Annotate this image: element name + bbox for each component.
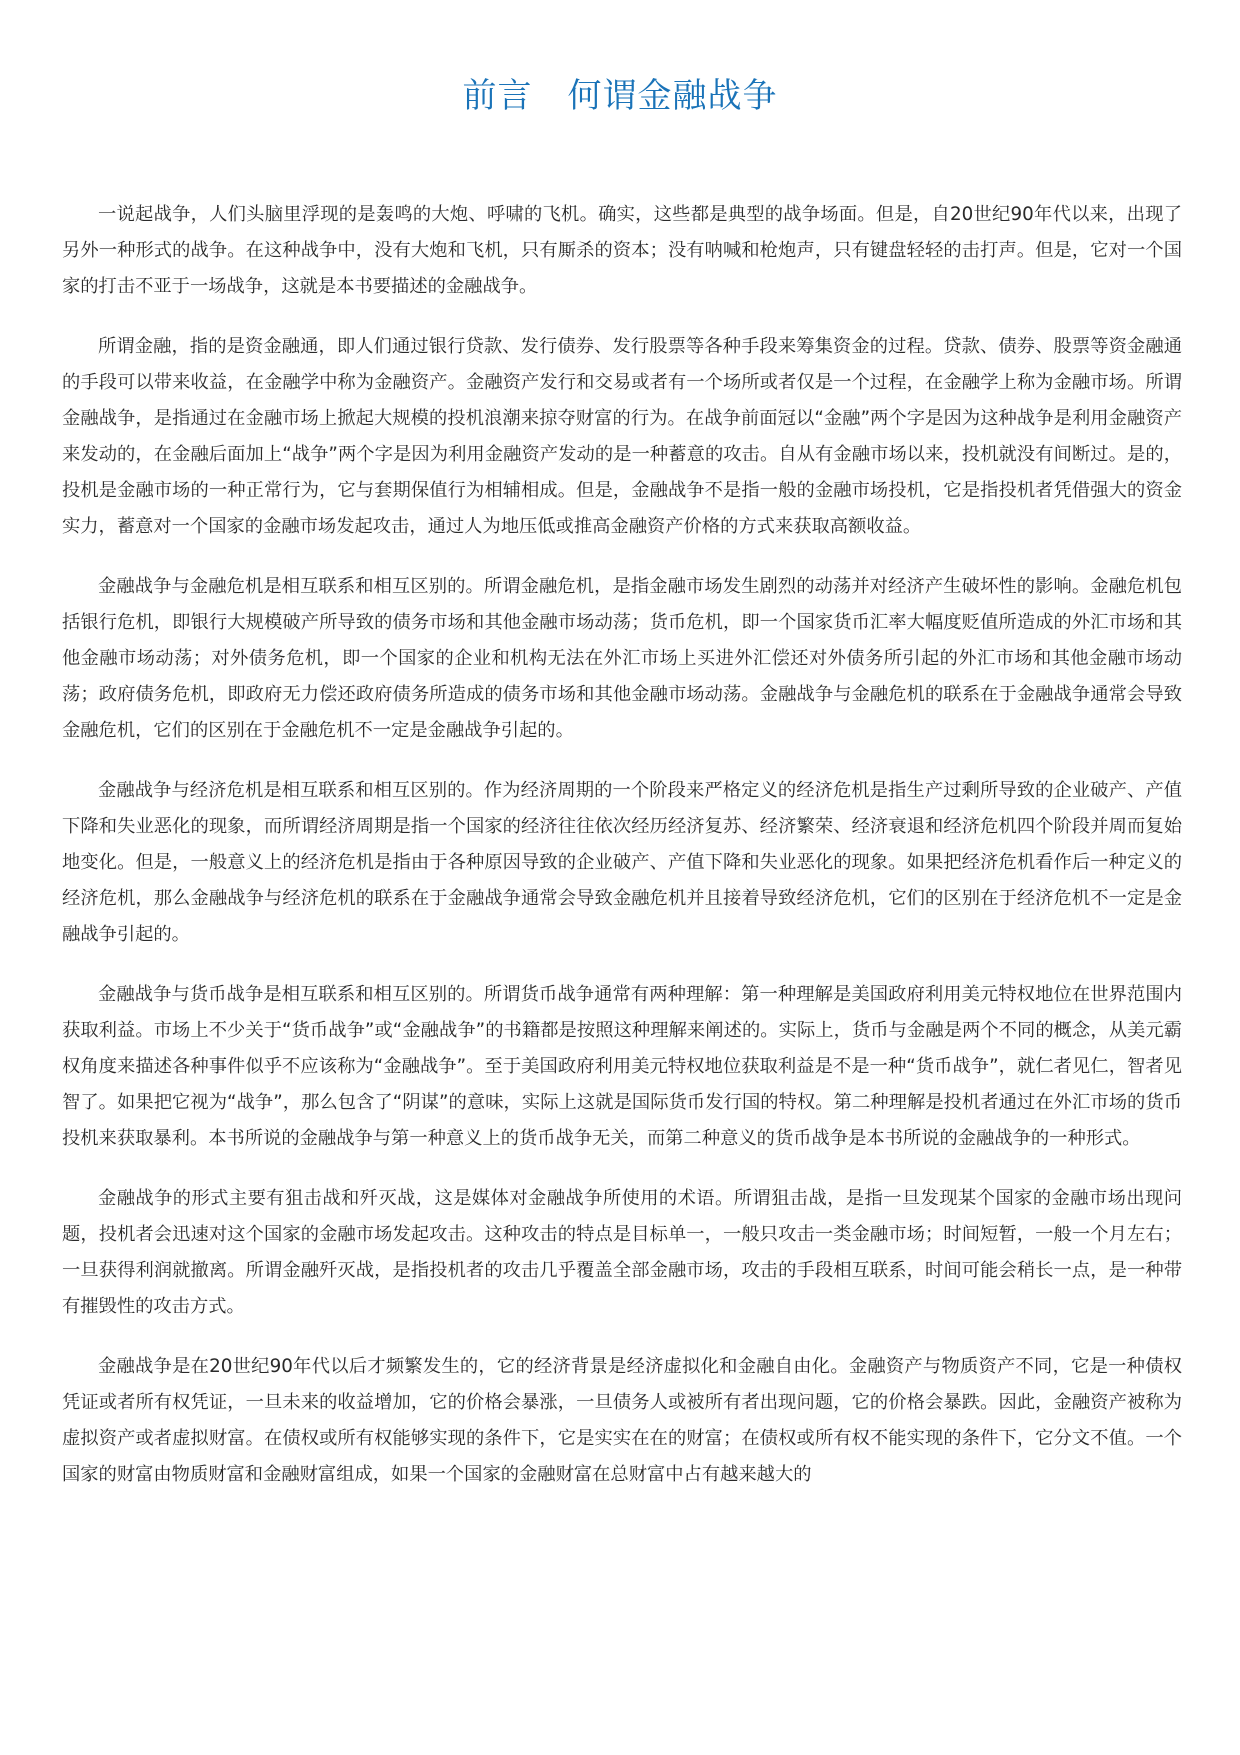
paragraph-1: 一说起战争，人们头脑里浮现的是轰鸣的大炮、呼啸的飞机。确实，这些都是典型的战争场面。但是，自20世纪90年代以来，出现了另外一种形式的战争。在这种战争中，没有大炮和飞机，只有厮杀的资本；没有呐喊和枪炮声，只有键盘轻轻的击打声。但是，它对一个国家的打击不亚于一场战争，这就是本书要描述的金融战争。 (62, 204, 1182, 297)
paragraph-3: 金融战争与金融危机是相互联系和相互区别的。所谓金融危机，是指金融市场发生剧烈的动荡并对经济产生破坏性的影响。金融危机包括银行危机，即银行大规模破产所导致的债务市场和其他金融市场动荡；货币危机，即一个国家货币汇率大幅度贬值所造成的外汇市场和其他金融市场动荡；对外债务危机，即一个国家的企业和机构无法在外汇市场上买进外汇偿还对外债务所引起的外汇市场和其他金融市场动荡；政府债务危机，即政府无力偿还政府债务所造成的债务市场和其他金融市场动荡。金融战争与金融危机的联系在于金融战争通常会导致金融危机，它们的区别在于金融危机不一定是金融战争引起的。 (62, 576, 1182, 741)
paragraph-4: 金融战争与经济危机是相互联系和相互区别的。作为经济周期的一个阶段来严格定义的经济危机是指生产过剩所导致的企业破产、产值下降和失业恶化的现象，而所谓经济周期是指一个国家的经济往往依次经历经济复苏、经济繁荣、经济衰退和经济危机四个阶段并周而复始地变化。但是，一般意义上的经济危机是指由于各种原因导致的企业破产、产值下降和失业恶化的现象。如果把经济危机看作后一种定义的经济危机，那么金融战争与经济危机的联系在于金融战争通常会导致金融危机并且接着导致经济危机，它们的区别在于经济危机不一定是金融战争引起的。 (62, 780, 1182, 945)
paragraph-2: 所谓金融，指的是资金融通，即人们通过银行贷款、发行债券、发行股票等各种手段来筹集资金的过程。贷款、债券、股票等资金融通的手段可以带来收益，在金融学中称为金融资产。金融资产发行和交易或者有一个场所或者仅是一个过程，在金融学上称为金融市场。所谓金融战争，是指通过在金融市场上掀起大规模的投机浪潮来掠夺财富的行为。在战争前面冠以“金融”两个字是因为这种战争是利用金融资产来发动的，在金融后面加上“战争”两个字是因为利用金融资产发动的是一种蓄意的攻击。自从有金融市场以来，投机就没有间断过。是的，投机是金融市场的一种正常行为，它与套期保值行为相辅相成。但是，金融战争不是指一般的金融市场投机，它是指投机者凭借强大的资金实力，蓄意对一个国家的金融市场发起攻击，通过人为地压低或推高金融资产价格的方式来获取高额收益。 (62, 336, 1182, 537)
paragraph-5: 金融战争与货币战争是相互联系和相互区别的。所谓货币战争通常有两种理解：第一种理解是美国政府利用美元特权地位在世界范围内获取利益。市场上不少关于“货币战争”或“金融战争”的书籍都是按照这种理解来阐述的。实际上，货币与金融是两个不同的概念，从美元霸权角度来描述各种事件似乎不应该称为“金融战争”。至于美国政府利用美元特权地位获取利益是不是一种“货币战争”，就仁者见仁，智者见智了。如果把它视为“战争”，那么包含了“阴谋”的意味，实际上这就是国际货币发行国的特权。第二种理解是投机者通过在外汇市场的货币投机来获取暴利。本书所说的金融战争与第一种意义上的货币战争无关，而第二种意义的货币战争是本书所说的金融战争的一种形式。 (62, 984, 1182, 1149)
paragraph-6: 金融战争的形式主要有狙击战和歼灭战，这是媒体对金融战争所使用的术语。所谓狙击战，是指一旦发现某个国家的金融市场出现问题，投机者会迅速对这个国家的金融市场发起攻击。这种攻击的特点是目标单一，一般只攻击一类金融市场；时间短暂，一般一个月左右；一旦获得利润就撤离。所谓金融歼灭战，是指投机者的攻击几乎覆盖全部金融市场，攻击的手段相互联系，时间可能会稍长一点，是一种带有摧毁性的攻击方式。 (62, 1188, 1182, 1317)
paragraph-7: 金融战争是在20世纪90年代以后才频繁发生的，它的经济背景是经济虚拟化和金融自由化。金融资产与物质资产不同，它是一种债权凭证或者所有权凭证，一旦未来的收益增加，它的价格会暴涨，一旦债务人或被所有者出现问题，它的价格会暴跌。因此，金融资产被称为虚拟资产或者虚拟财富。在债权或所有权能够实现的条件下，它是实实在在的财富；在债权或所有权不能实现的条件下，它分文不值。一个国家的财富由物质财富和金融财富组成，如果一个国家的金融财富在总财富中占有越来越大的 (62, 1356, 1182, 1485)
body-text (62, 197, 1182, 1517)
page-title: 前言 何谓金融战争 (462, 76, 778, 116)
